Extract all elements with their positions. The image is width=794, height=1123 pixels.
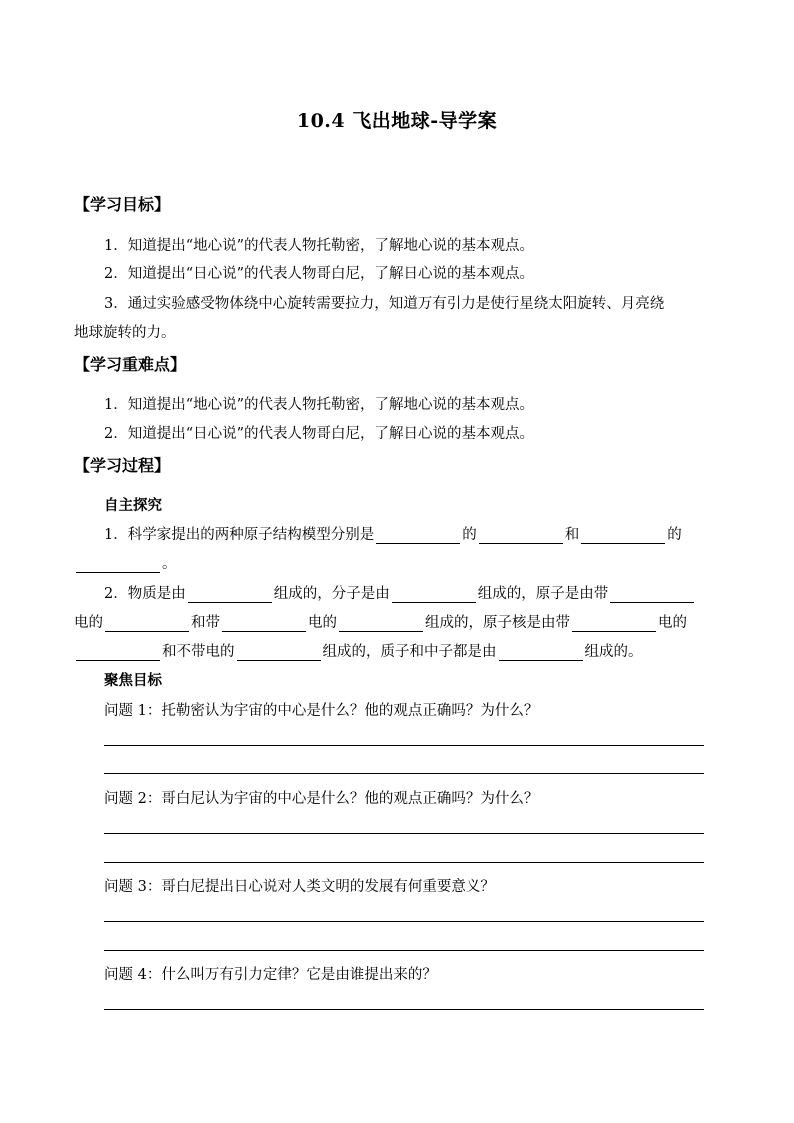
fill-blank[interactable]: [76, 556, 160, 573]
objective-item-continued: 地球旋转的力。: [74, 325, 176, 341]
question-2: 问题 2：哥白尼认为宇宙的中心是什么？他的观点正确吗？为什么？: [104, 791, 539, 807]
fill-blank[interactable]: [610, 586, 694, 603]
page-title: 10.4 飞出地球-导学案: [296, 110, 498, 132]
answer-line[interactable]: [104, 950, 704, 951]
fill-question-2-continued: 电的 和带 电的 组成的，原子核是由带 电的: [74, 615, 687, 631]
fill-blank[interactable]: [581, 527, 665, 544]
question-3: 问题 3：哥白尼提出日心说对人类文明的发展有何重要意义？: [104, 879, 495, 895]
fill-blank[interactable]: [188, 586, 272, 603]
learning-objectives-heading: 【学习目标】: [74, 195, 171, 214]
fill-blank[interactable]: [76, 644, 160, 661]
fill-blank[interactable]: [222, 615, 306, 632]
objective-item: 3．通过实验感受物体绕中心旋转需要拉力，知道万有引力是使行星绕太阳旋转、月亮绕: [104, 296, 665, 312]
answer-line[interactable]: [104, 773, 704, 774]
answer-line[interactable]: [104, 1009, 704, 1010]
fill-blank[interactable]: [392, 586, 476, 603]
fill-question-2-continued: 和不带电的 组成的，质子和中子都是由 组成的。: [74, 640, 643, 661]
answer-line[interactable]: [104, 921, 704, 922]
fill-blank[interactable]: [376, 527, 460, 544]
fill-blank[interactable]: [572, 615, 656, 632]
answer-line[interactable]: [104, 833, 704, 834]
focus-goals-subheading: 聚焦目标: [104, 672, 162, 689]
fill-blank[interactable]: [479, 527, 563, 544]
self-study-subheading: 自主探究: [104, 497, 162, 514]
fill-blank[interactable]: [105, 615, 189, 632]
answer-line[interactable]: [104, 745, 704, 746]
objective-item: 1．知道提出“地心说”的代表人物托勒密，了解地心说的基本观点。: [104, 238, 535, 254]
fill-blank[interactable]: [339, 615, 423, 632]
fill-blank[interactable]: [499, 644, 583, 661]
learning-process-heading: 【学习过程】: [74, 456, 171, 475]
question-4: 问题 4：什么叫万有引力定律？它是由谁提出来的？: [104, 967, 437, 983]
answer-line[interactable]: [104, 862, 704, 863]
objective-item: 2．知道提出“日心说”的代表人物哥白尼，了解日心说的基本观点。: [104, 266, 535, 282]
key-point-item: 2．知道提出“日心说”的代表人物哥白尼，了解日心说的基本观点。: [104, 426, 535, 442]
fill-question-1-continued: 。: [74, 552, 177, 573]
question-1: 问题 1：托勒密认为宇宙的中心是什么？他的观点正确吗？为什么？: [104, 703, 539, 719]
key-point-item: 1．知道提出“地心说”的代表人物托勒密，了解地心说的基本观点。: [104, 397, 535, 413]
fill-question-2: 2．物质是由 组成的，分子是由 组成的，原子是由带: [104, 582, 696, 603]
fill-question-1: 1．科学家提出的两种原子结构模型分别是 的 和 的: [104, 527, 682, 543]
key-points-heading: 【学习重难点】: [74, 355, 187, 374]
fill-blank[interactable]: [237, 644, 321, 661]
